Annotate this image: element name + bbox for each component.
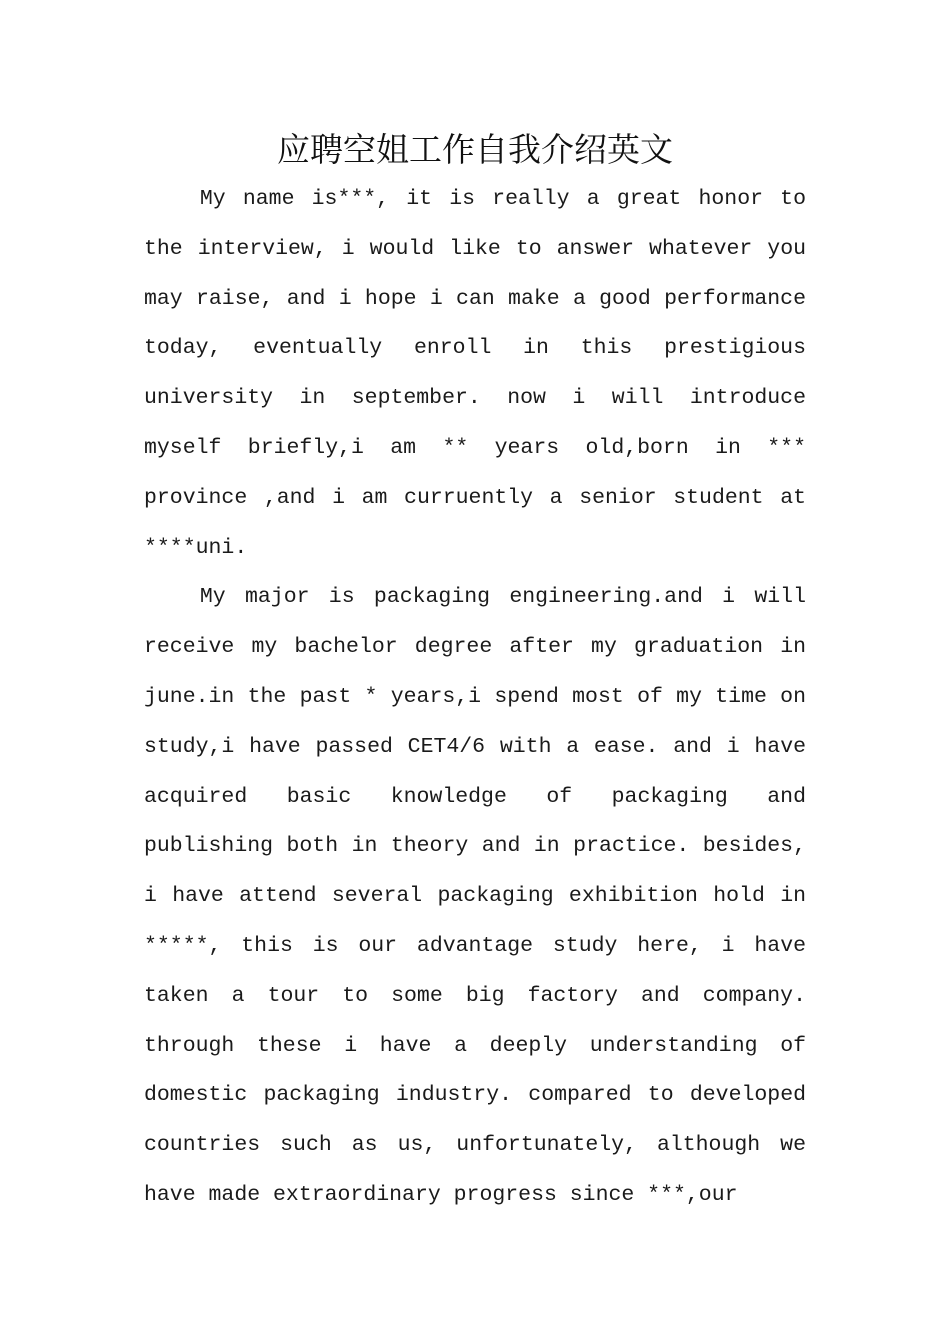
paragraph-1: My name is***, it is really a great honor to the interview, i would like to answer whatever you may raise, and i hope i can make a good performance today, eventually enroll in this prestigious university in september. now i will introduce myself briefly,i am ** years old,born in *** province ,and i am curruently a senior student at ****uni.	[144, 187, 806, 560]
document-body	[144, 175, 806, 1221]
document-title: 应聘空姐工作自我介绍英文	[277, 130, 673, 169]
paragraph-2: My major is packaging engineering.and i will receive my bachelor degree after my graduation in june.in the past * years,i spend most of my time on study,i have passed CET4/6 with a ease. and i have acquired basic knowledge of packaging and publishing both in theory and in practice. besides, i have attend several packaging exhibition hold in *****, this is our advantage study here, i have taken a tour to some big factory and company. through these i have a deeply understanding of domestic packaging industry. compared to developed countries such as us, unfortunately, although we have made extraordinary progress since ***,our	[144, 585, 806, 1207]
